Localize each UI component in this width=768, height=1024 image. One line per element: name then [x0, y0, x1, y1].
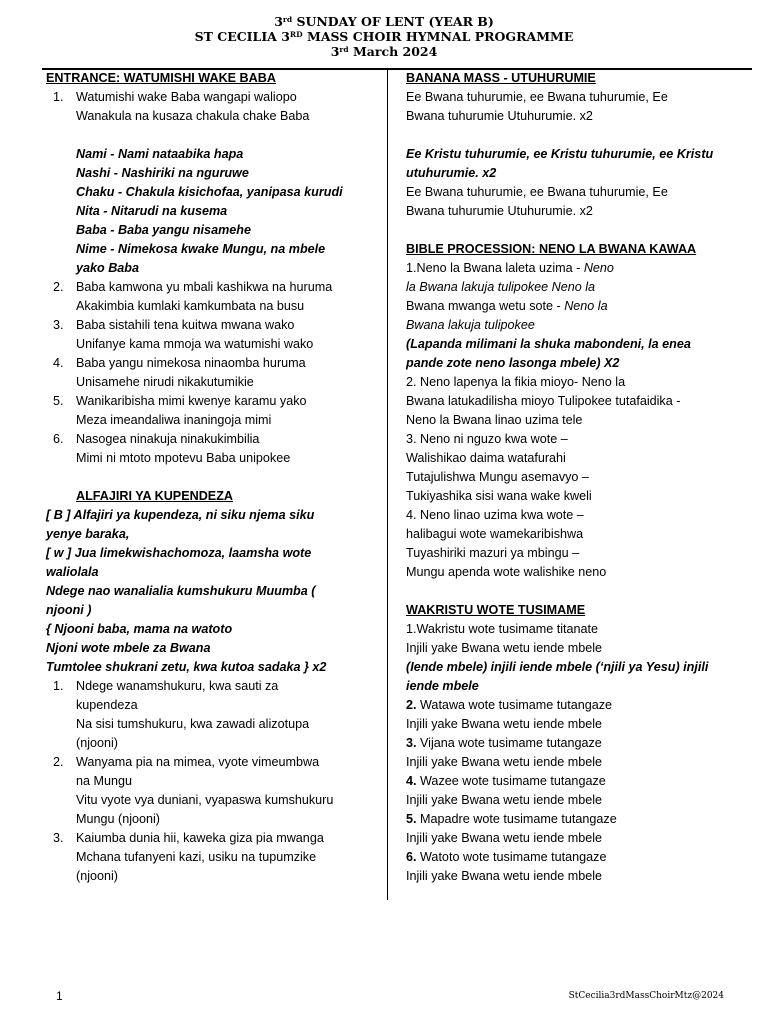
verse-line: Vitu vyote vya duniani, vyapaswa kumshukuru	[76, 793, 334, 807]
verse-line: Mapadre wote tusimame tutangaze	[416, 812, 617, 826]
spacer	[406, 221, 728, 240]
column-divider	[387, 70, 388, 900]
verse-line: Watoto wote tusimame tutangaze	[416, 850, 607, 864]
verse-number: 1.	[53, 90, 64, 104]
hymn-line-text: Bwana mwanga wetu sote -	[406, 299, 565, 313]
left-column	[46, 69, 378, 886]
verse-number: 4.	[53, 356, 64, 370]
hymn-line: Neno la Bwana linao uzima tele	[406, 413, 583, 427]
chorus-line: Chaku - Chakula kisichofaa, yanipasa kurudi	[76, 185, 343, 199]
chorus-line: Tumtolee shukrani zetu, kwa kutoa sadaka } x2	[46, 660, 327, 674]
verse-line: na Mungu	[76, 774, 133, 788]
verse-line: Meza imeandaliwa inaningoja mimi	[76, 413, 272, 427]
alfajiri-chorus	[46, 506, 378, 677]
hymn-line	[406, 259, 728, 278]
chorus-line: Nita - Nitarudi na kusema	[76, 204, 228, 218]
hymn-line: Injili yake Bwana wetu iende mbele	[406, 641, 603, 655]
verse-line: Baba yangu nimekosa ninaomba huruma	[76, 356, 306, 370]
verse	[46, 829, 378, 886]
verse-text	[76, 316, 313, 354]
verse	[46, 392, 378, 430]
chorus-line: waliolala	[46, 565, 99, 579]
hymn-line-italic: Neno	[583, 261, 614, 275]
chorus-line: [ B ] Alfajiri ya kupendeza, ni siku njema siku	[46, 508, 315, 522]
verse	[46, 278, 378, 316]
kyrie-line: Ee Bwana tuhurumie, ee Bwana tuhurumie, Ee	[406, 185, 668, 199]
chorus-line: Nashi - Nashiriki na nguruwe	[76, 166, 249, 180]
spacer	[406, 126, 728, 145]
spacer	[46, 126, 378, 145]
hymn-line: Tutajulishwa Mungu asemavyo –	[406, 470, 589, 484]
page-number: 1	[56, 989, 63, 1003]
verse-line: Watumishi wake Baba wangapi waliopo	[76, 90, 297, 104]
verse-number: 3.	[53, 831, 64, 845]
hymn-line-text: 1.Neno la Bwana laleta uzima -	[406, 261, 584, 275]
hymn-refrain-line: (Lapanda milimani la shuka mabondeni, la enea	[406, 337, 691, 351]
verse-number: 2.	[53, 280, 64, 294]
verse	[46, 354, 378, 392]
bible-procession-title: BIBLE PROCESSION: NENO LA BWANA KAWAA	[406, 242, 697, 256]
verse-number: 6.	[406, 850, 417, 864]
header-date-ordinal: 3	[330, 44, 340, 59]
kyrie-line: Ee Bwana tuhurumie, ee Bwana tuhurumie, Ee	[406, 90, 668, 104]
verse-line: Akakimbia kumlaki kamkumbata na busu	[76, 299, 305, 313]
hymn-refrain-line: (Iende mbele) injili iende mbele (‘njili ya Yesu) injili	[406, 660, 709, 674]
verse-number: 2.	[53, 755, 64, 769]
verse-line: Mungu (njooni)	[76, 812, 161, 826]
right-column	[406, 69, 728, 886]
hymn-line	[406, 297, 728, 316]
hymn-line	[406, 772, 728, 791]
verse-line: Na sisi tumshukuru, kwa zawadi alizotupa	[76, 717, 310, 731]
hymn-refrain-line: pande zote neno lasonga mbele) X2	[406, 356, 620, 370]
hymn-line: 4. Neno linao uzima kwa wote –	[406, 508, 584, 522]
verse-line: Kaiumba dunia hii, kaweka giza pia mwanga	[76, 831, 324, 845]
header-choir-b: MASS CHOIR HYMNAL PROGRAMME	[302, 29, 574, 44]
banana-mass-title: BANANA MASS - UTUHURUMIE	[406, 71, 596, 85]
verse-text	[76, 392, 307, 430]
verse-line: Unisamehe nirudi nikakutumikie	[76, 375, 254, 389]
hymn-line: 1.Wakristu wote tusimame titanate	[406, 622, 599, 636]
header-choir-a: ST CECILIA 3	[194, 29, 290, 44]
alfajiri-hymn-title: ALFAJIRI YA KUPENDEZA	[76, 489, 233, 503]
hymn-line	[406, 810, 728, 829]
hymn-line: Tuyashiriki mazuri ya mbingu –	[406, 546, 580, 560]
hymn-line: Bwana lakuja tulipokee	[406, 318, 535, 332]
chorus-line: yenye baraka,	[46, 527, 130, 541]
verse-text	[76, 677, 309, 753]
hymn-line: Injili yake Bwana wetu iende mbele	[406, 793, 603, 807]
hymn-line: Injili yake Bwana wetu iende mbele	[406, 831, 603, 845]
hymn-line: Tukiyashika sisi wana wake kweli	[406, 489, 592, 503]
chorus-line: Baba - Baba yangu nisamehe	[76, 223, 251, 237]
verse-line: Vijana wote tusimame tutangaze	[416, 736, 602, 750]
verse-line: Wanyama pia na mimea, vyote vimeumbwa	[76, 755, 320, 769]
verse-number: 2.	[406, 698, 417, 712]
hymn-line	[406, 848, 728, 867]
hymn-line: Injili yake Bwana wetu iende mbele	[406, 869, 603, 883]
header-sup: rd	[282, 15, 293, 24]
verse	[46, 753, 378, 829]
entrance-chorus	[46, 145, 378, 278]
verse-number: 5.	[53, 394, 64, 408]
verse-number: 3.	[406, 736, 417, 750]
entrance-hymn-title: ENTRANCE: WATUMISHI WAKE BABA	[46, 71, 276, 85]
hymn-line: Injili yake Bwana wetu iende mbele	[406, 755, 603, 769]
chorus-line: { Njooni baba, mama na watoto	[46, 622, 233, 636]
verse-number: 6.	[53, 432, 64, 446]
verse-line: Baba kamwona yu mbali kashikwa na huruma	[76, 280, 333, 294]
verse-line: Watawa wote tusimame tutangaze	[416, 698, 613, 712]
verse-line: kupendeza	[76, 698, 138, 712]
verse-text	[76, 829, 324, 886]
chorus-line: Njoni wote mbele za Bwana	[46, 641, 211, 655]
verse	[46, 316, 378, 354]
verse-number: 3.	[53, 318, 64, 332]
chorus-line: [ w ] Jua limekwishachomoza, laamsha wote	[46, 546, 312, 560]
verse-line: (njooni)	[76, 736, 118, 750]
verse-line: Wanakula na kusaza chakula chake Baba	[76, 109, 310, 123]
chorus-line: Nami - Nami nataabika hapa	[76, 147, 244, 161]
spacer	[406, 582, 728, 601]
verse-line: Ndege wanamshukuru, kwa sauti za	[76, 679, 279, 693]
chorus-line: yako Baba	[76, 261, 139, 275]
hymn-line: Bwana latukadilisha mioyo Tulipokee tutafaidika -	[406, 394, 681, 408]
header-ordinal: 3	[274, 14, 283, 29]
hymn-line: 3. Neno ni nguzo kwa wote –	[406, 432, 568, 446]
hymn-refrain-line: iende mbele	[406, 679, 479, 693]
verse-line: Baba sistahili tena kuitwa mwana wako	[76, 318, 295, 332]
verse-number: 5.	[406, 812, 417, 826]
hymn-line: 2. Neno lapenya la fikia mioyo- Neno la	[406, 375, 626, 389]
kyrie-line: Bwana tuhurumie Utuhurumie. x2	[406, 109, 593, 123]
hymn-line	[406, 696, 728, 715]
hymn-line: la Bwana lakuja tulipokee Neno la	[406, 280, 596, 294]
verse-text	[76, 430, 290, 468]
verse	[46, 677, 378, 753]
header-sunday: SUNDAY OF LENT (YEAR B)	[292, 14, 494, 29]
wakristu-hymn-title: WAKRISTU WOTE TUSIMAME	[406, 603, 586, 617]
verse-number: 4.	[406, 774, 417, 788]
header-line-2	[0, 29, 768, 44]
chorus-line: Nime - Nimekosa kwake Mungu, na mbele	[76, 242, 326, 256]
verse-line: Nasogea ninakuja ninakukimbilia	[76, 432, 260, 446]
verse-line: Unifanye kama mmoja wa watumishi wako	[76, 337, 314, 351]
header-sup: RD	[289, 30, 303, 39]
kyrie-line: Ee Kristu tuhurumie, ee Kristu tuhurumie, ee Kristu	[406, 147, 714, 161]
hymn-line	[406, 734, 728, 753]
verse-line: Wanikaribisha mimi kwenye karamu yako	[76, 394, 307, 408]
verse-line: Mchana tufanyeni kazi, usiku na tupumzike	[76, 850, 317, 864]
kyrie-line: Bwana tuhurumie Utuhurumie. x2	[406, 204, 593, 218]
hymn-line: Mungu apenda wote walishike neno	[406, 565, 607, 579]
verse-line: Mimi ni mtoto mpotevu Baba unipokee	[76, 451, 291, 465]
verse-number: 1.	[53, 679, 64, 693]
verse	[46, 430, 378, 468]
verse-text	[76, 278, 332, 316]
verse-text	[76, 753, 333, 829]
page-header	[0, 14, 768, 59]
spacer	[46, 468, 378, 487]
hymn-line: Walishikao daima watafurahi	[406, 451, 566, 465]
hymn-line: halibagui wote wamekaribishwa	[406, 527, 584, 541]
header-date: March 2024	[348, 44, 438, 59]
chorus-line: njooni )	[46, 603, 92, 617]
hymn-line-italic: Neno la	[564, 299, 608, 313]
footer-credit: StCecilia3rdMassChoirMtz@2024	[568, 991, 724, 1001]
verse-line: (njooni)	[76, 869, 118, 883]
chorus-line: Ndege nao wanalialia kumshukuru Muumba (	[46, 584, 316, 598]
verse-text	[76, 88, 309, 126]
header-sup: rd	[339, 45, 349, 54]
verse-line: Wazee wote tusimame tutangaze	[416, 774, 606, 788]
header-line-3	[0, 44, 768, 59]
verse	[46, 88, 378, 126]
header-line-1	[0, 14, 768, 29]
hymn-line: Injili yake Bwana wetu iende mbele	[406, 717, 603, 731]
verse-text	[76, 354, 306, 392]
kyrie-line: utuhurumie. x2	[406, 166, 497, 180]
